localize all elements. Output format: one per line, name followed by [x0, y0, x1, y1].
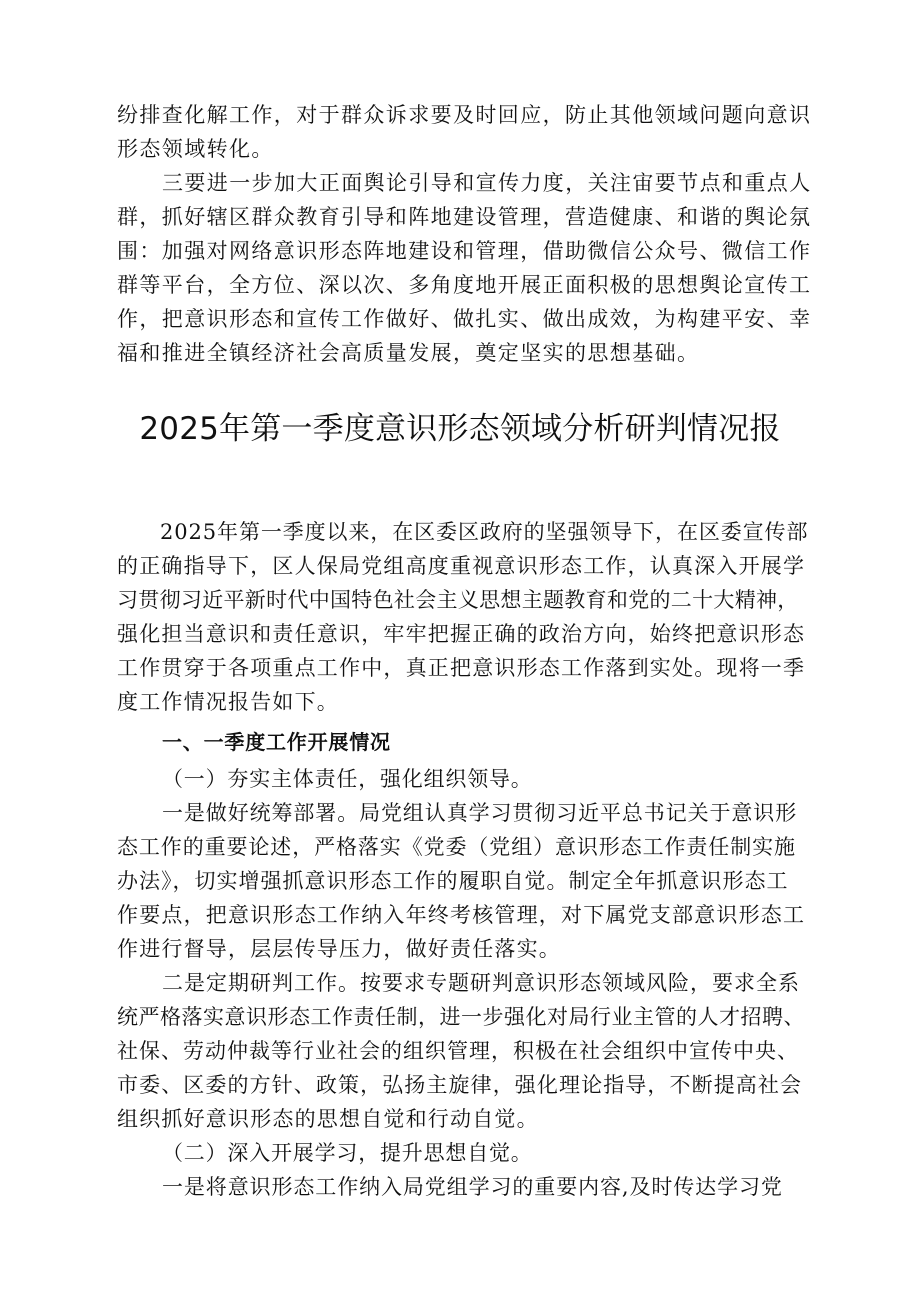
paragraph-line: 的正确指导下，区人保局党组高度重视意识形态工作，认真深入开展学	[117, 554, 806, 578]
paragraph-line: 作要点，把意识形态工作纳入年终考核管理，对下属党支部意识形态工	[117, 903, 806, 927]
paragraph-line: 福和推进全镇经济社会高质量发展，奠定坚实的思想基础。	[117, 341, 700, 365]
paragraph-line: 三要进一步加大正面舆论引导和宣传力度，关注宙要节点和重点人	[162, 171, 812, 195]
paragraph-line: 市委、区委的方针、政策，弘扬主旋律，强化理论指导，不断提高社会	[117, 1073, 803, 1097]
paragraph-line: 工作贯穿于各项重点工作中，真正把意识形态工作落到实处。现将一季	[117, 656, 806, 680]
section-heading: 一、一季度工作开展情况	[162, 730, 391, 754]
paragraph-line: 度工作情况报告如下。	[117, 690, 339, 714]
paragraph-line: 形态领域转化。	[117, 137, 274, 161]
paragraph-line: 办法》，切实增强抓意识形态工作的履职自觉。制定全年抓意识形态工	[117, 869, 789, 893]
paragraph-line: 作，把意识形态和宣传工作做好、做扎实、做出成效，为构建平安、幸	[117, 307, 812, 331]
paragraph-line: 态工作的重要论述，严格落实《党委（党组）意识形态工作责任制实施	[117, 835, 796, 859]
paragraph-line: 统严格落实意识形态工作责任制，进一步强化对局行业主管的人才招聘、	[117, 1005, 805, 1029]
paragraph-line: 一是将意识形态工作纳入局党组学习的重要内容,及时传达学习党	[162, 1175, 783, 1199]
paragraph-line: 群等平台，全方位、深以次、多角度地开展正面积极的思想舆论宣传工	[117, 273, 812, 297]
report-title: 2025年第一季度意识形态领域分析研判情况报	[139, 411, 781, 447]
paragraph-line: 强化担当意识和责任意识，牢牢把握正确的政治方向，始终把意识形态	[117, 622, 806, 646]
paragraph-line: 纷排查化解工作，对于群众诉求要及时回应，防止其他领域问题向意识	[117, 103, 812, 127]
paragraph-line: 习贯彻习近平新时代中国特色社会主义思想主题教育和党的二十大精神，	[117, 588, 799, 612]
paragraph-line: 2025年第一季度以来，在区委区政府的坚强领导下，在区委宣传部	[160, 520, 809, 544]
subsection-heading: （一）夯实主体责任，强化组织领导。	[162, 767, 533, 791]
paragraph-line: 二是定期研判工作。按要求专题研判意识形态领域风险，要求全系	[162, 971, 800, 995]
paragraph-line: 群，抓好辖区群众教育引导和阵地建设管理，营造健康、和谐的舆论氛	[117, 205, 812, 229]
paragraph-line: 组织抓好意识形态的思想自觉和行动自觉。	[117, 1107, 539, 1131]
paragraph-line: 作进行督导，层层传导压力，做好责任落实。	[117, 937, 561, 961]
paragraph-line: 社保、劳动仲裁等行业社会的组织管理，积极在社会组织中宣传中央、	[117, 1039, 799, 1063]
paragraph-line: 一是做好统筹部署。局党组认真学习贯彻习近平总书记关于意识形	[162, 801, 798, 825]
subsection-heading: （二）深入开展学习，提升思想自觉。	[162, 1141, 533, 1165]
paragraph-line: 围：加强对网络意识形态阵地建设和管理，借助微信公众号、微信工作	[117, 239, 812, 263]
